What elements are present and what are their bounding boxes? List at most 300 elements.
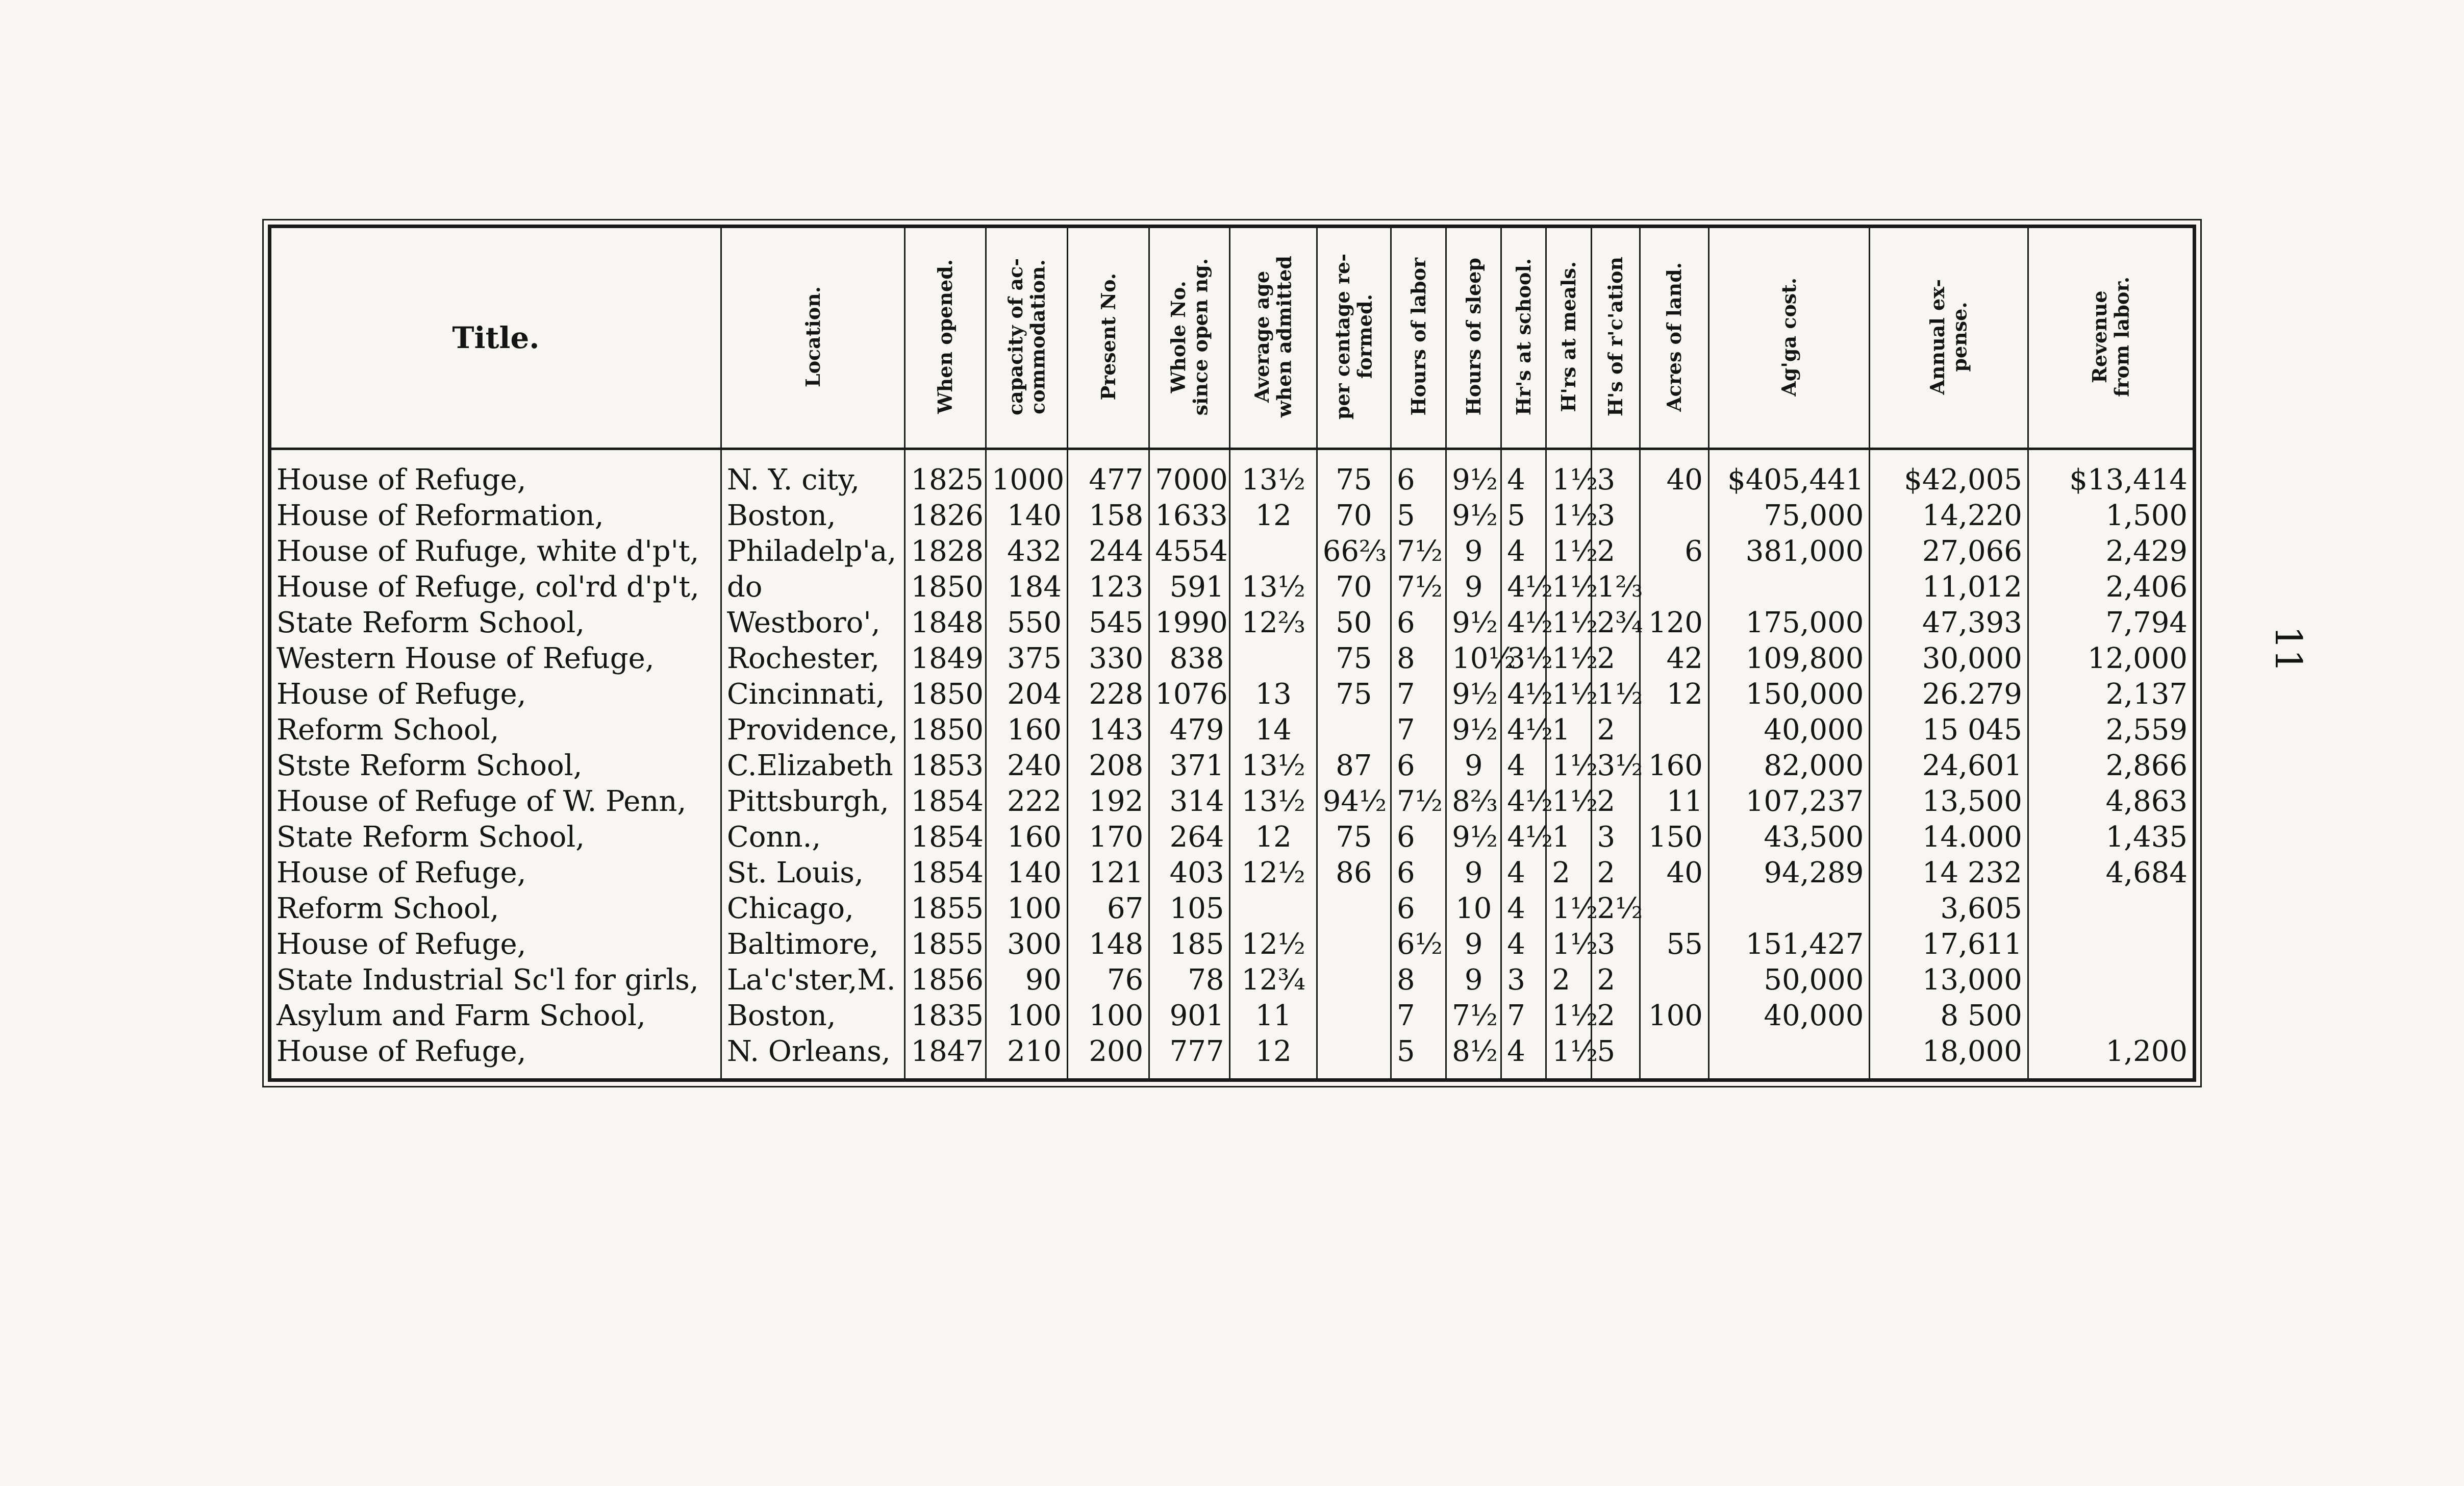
table-row — [271, 784, 2193, 820]
cell-hours-sleep: 9 — [1446, 569, 1501, 605]
cell-annual-expense: 8 500 — [1870, 998, 2028, 1034]
cell-capacity: 184 — [986, 569, 1067, 605]
cell-hours-school: 4½ — [1501, 784, 1546, 820]
cell-hours-meals: 1½ — [1546, 569, 1591, 605]
table-row — [271, 605, 2193, 641]
cell-present-number: 67 — [1067, 891, 1149, 927]
cell-aggregate-cost: 175,000 — [1708, 605, 1870, 641]
cell-location: N. Orleans, — [721, 1034, 905, 1070]
cell-whole-number: 901 — [1149, 998, 1230, 1034]
header-whole-number: Whole No. since open ng. — [1149, 228, 1230, 449]
cell-hours-meals: 1½ — [1546, 498, 1591, 534]
header-row — [271, 228, 2193, 449]
cell-whole-number: 777 — [1149, 1034, 1230, 1070]
table-row — [271, 449, 2193, 499]
cell-revenue-labor: 2,866 — [2105, 749, 2188, 782]
cell-hours-meals: 1½ — [1546, 641, 1591, 677]
cell-percentage-reformed — [1317, 927, 1391, 962]
cell-title: House of Refuge, — [271, 855, 721, 891]
statistics-table — [271, 228, 2193, 1078]
cell-when-opened: 1850 — [905, 712, 986, 748]
cell-whole-number: 371 — [1149, 748, 1230, 784]
cell-revenue-labor: 1,200 — [2105, 1035, 2188, 1068]
table-row — [271, 962, 2193, 998]
cell-percentage-reformed: 75 — [1317, 820, 1391, 855]
cell-present-number: 100 — [1067, 998, 1149, 1034]
cell-hours-recreation: 2 — [1591, 998, 1640, 1034]
cell-hours-sleep: 9½ — [1446, 677, 1501, 712]
cell-annual-expense: 26.279 — [1870, 677, 2028, 712]
cell-location: St. Louis, — [721, 855, 905, 891]
cell-hours-recreation: 3 — [1591, 449, 1640, 499]
cell-whole-number: 264 — [1149, 820, 1230, 855]
cell-capacity: 100 — [986, 998, 1067, 1034]
cell-hours-school: 4 — [1501, 855, 1546, 891]
cell-location: C.Elizabeth — [721, 748, 905, 784]
cell-annual-expense: 27,066 — [1870, 534, 2028, 569]
cell-location: Boston, — [721, 498, 905, 534]
cell-acres-land: 6 — [1640, 534, 1708, 569]
cell-hours-sleep: 9 — [1446, 855, 1501, 891]
cell-aggregate-cost: 82,000 — [1708, 748, 1870, 784]
cell-aggregate-cost: 43,500 — [1708, 820, 1870, 855]
cell-hours-sleep: 9 — [1446, 927, 1501, 962]
cell-title: Stste Reform School, — [271, 748, 721, 784]
cell-acres-land — [1640, 962, 1708, 998]
table-filler-row — [271, 1070, 2193, 1078]
cell-hours-meals: 1 — [1546, 820, 1591, 855]
cell-hours-school: 5 — [1501, 498, 1546, 534]
cell-title: House of Refuge, — [271, 927, 721, 962]
cell-annual-expense: $42,005 — [1870, 449, 2028, 499]
cell-average-age: 12 — [1230, 498, 1317, 534]
cell-whole-number: 185 — [1149, 927, 1230, 962]
cell-present-number: 170 — [1067, 820, 1149, 855]
cell-revenue-labor: 12,000 — [2088, 642, 2188, 675]
cell-whole-number: 1076 — [1149, 677, 1230, 712]
cell-title: State Industrial Sc'l for girls, — [271, 962, 721, 998]
table-row — [271, 498, 2193, 534]
cell-revenue-labor — [2028, 998, 2193, 1034]
cell-acres-land — [1640, 569, 1708, 605]
cell-hours-labor: 7 — [1391, 998, 1446, 1034]
cell-hours-meals: 1½ — [1546, 748, 1591, 784]
cell-when-opened: 1825 — [905, 449, 986, 499]
cell-hours-sleep: 9 — [1446, 962, 1501, 998]
cell-location: N. Y. city, — [721, 449, 905, 499]
cell-hours-labor: 6 — [1391, 820, 1446, 855]
cell-whole-number: 105 — [1149, 891, 1230, 927]
cell-percentage-reformed: 75 — [1317, 449, 1391, 499]
cell-when-opened: 1848 — [905, 605, 986, 641]
cell-acres-land: 11 — [1640, 784, 1708, 820]
cell-present-number: 158 — [1067, 498, 1149, 534]
cell-average-age: 12⅔ — [1230, 605, 1317, 641]
table-row — [271, 855, 2193, 891]
cell-percentage-reformed — [1317, 712, 1391, 748]
cell-present-number: 143 — [1067, 712, 1149, 748]
cell-acres-land: 40 — [1640, 855, 1708, 891]
cell-hours-labor: 6 — [1391, 855, 1446, 891]
cell-whole-number: 1990 — [1149, 605, 1230, 641]
cell-hours-recreation: 1⅔ — [1591, 569, 1640, 605]
cell-percentage-reformed: 94½ — [1317, 784, 1391, 820]
cell-hours-labor: 6 — [1391, 449, 1446, 499]
cell-hours-meals: 1½ — [1546, 927, 1591, 962]
cell-hours-school: 4 — [1501, 748, 1546, 784]
cell-title: Western House of Refuge, — [271, 641, 721, 677]
cell-whole-number: 479 — [1149, 712, 1230, 748]
cell-hours-labor: 7½ — [1391, 534, 1446, 569]
cell-revenue-labor — [2028, 927, 2193, 962]
cell-aggregate-cost — [1708, 891, 1870, 927]
cell-hours-meals: 1½ — [1546, 891, 1591, 927]
cell-hours-labor: 5 — [1391, 498, 1446, 534]
cell-hours-recreation: 2 — [1591, 784, 1640, 820]
cell-title: House of Refuge, — [271, 677, 721, 712]
cell-hours-school: 3½ — [1501, 641, 1546, 677]
cell-hours-recreation: 2½ — [1591, 891, 1640, 927]
cell-acres-land: 100 — [1640, 998, 1708, 1034]
cell-hours-school: 7 — [1501, 998, 1546, 1034]
cell-hours-recreation: 2 — [1591, 855, 1640, 891]
cell-hours-sleep: 9½ — [1446, 449, 1501, 499]
cell-annual-expense: 13,000 — [1870, 962, 2028, 998]
cell-annual-expense: 3,605 — [1870, 891, 2028, 927]
cell-aggregate-cost: 150,000 — [1708, 677, 1870, 712]
cell-location: Rochester, — [721, 641, 905, 677]
cell-present-number: 330 — [1067, 641, 1149, 677]
cell-hours-school: 4 — [1501, 927, 1546, 962]
page-number: 11 — [2267, 626, 2310, 673]
cell-present-number: 121 — [1067, 855, 1149, 891]
cell-acres-land — [1640, 891, 1708, 927]
cell-hours-labor: 5 — [1391, 1034, 1446, 1070]
cell-annual-expense: 24,601 — [1870, 748, 2028, 784]
cell-present-number: 244 — [1067, 534, 1149, 569]
cell-present-number: 76 — [1067, 962, 1149, 998]
cell-average-age — [1230, 534, 1317, 569]
cell-aggregate-cost — [1708, 1034, 1870, 1070]
cell-hours-recreation: 3 — [1591, 820, 1640, 855]
cell-hours-labor: 7½ — [1391, 784, 1446, 820]
header-aggregate-cost: Ag'ga cost. — [1708, 228, 1870, 449]
cell-whole-number: 1633 — [1149, 498, 1230, 534]
cell-revenue-labor: $13,414 — [2069, 463, 2188, 497]
cell-location: Conn., — [721, 820, 905, 855]
cell-aggregate-cost: 94,289 — [1708, 855, 1870, 891]
header-hours-meals: H'rs at meals. — [1546, 228, 1591, 449]
cell-percentage-reformed: 75 — [1317, 677, 1391, 712]
cell-capacity: 550 — [986, 605, 1067, 641]
table-row — [271, 1034, 2193, 1070]
cell-hours-recreation: 2¾ — [1591, 605, 1640, 641]
cell-location: Providence, — [721, 712, 905, 748]
cell-when-opened: 1847 — [905, 1034, 986, 1070]
cell-when-opened: 1854 — [905, 855, 986, 891]
cell-title: House of Refuge, — [271, 1034, 721, 1070]
cell-annual-expense: 15 045 — [1870, 712, 2028, 748]
cell-hours-recreation: 1½ — [1591, 677, 1640, 712]
header-average-age: Average age when admitted — [1230, 228, 1317, 449]
cell-revenue-labor: 4,684 — [2105, 856, 2188, 889]
cell-hours-labor: 7 — [1391, 677, 1446, 712]
cell-hours-meals: 1½ — [1546, 677, 1591, 712]
header-acres-land: Acres of land. — [1640, 228, 1708, 449]
cell-present-number: 148 — [1067, 927, 1149, 962]
header-hours-sleep: Hours of sleep — [1446, 228, 1501, 449]
cell-hours-recreation: 3½ — [1591, 748, 1640, 784]
cell-hours-school: 4½ — [1501, 712, 1546, 748]
cell-whole-number: 403 — [1149, 855, 1230, 891]
table-row — [271, 534, 2193, 569]
cell-acres-land — [1640, 498, 1708, 534]
cell-average-age — [1230, 891, 1317, 927]
cell-average-age — [1230, 641, 1317, 677]
cell-capacity: 240 — [986, 748, 1067, 784]
cell-revenue-labor: 4,863 — [2105, 785, 2188, 818]
cell-capacity: 432 — [986, 534, 1067, 569]
cell-revenue-labor — [2028, 962, 2193, 998]
cell-percentage-reformed: 86 — [1317, 855, 1391, 891]
cell-average-age: 13½ — [1230, 748, 1317, 784]
table-row — [271, 998, 2193, 1034]
cell-average-age: 13½ — [1230, 784, 1317, 820]
cell-aggregate-cost: 109,800 — [1708, 641, 1870, 677]
cell-when-opened: 1826 — [905, 498, 986, 534]
cell-whole-number: 4554 — [1149, 534, 1230, 569]
cell-percentage-reformed — [1317, 1034, 1391, 1070]
cell-hours-sleep: 9 — [1446, 534, 1501, 569]
cell-hours-meals: 1½ — [1546, 449, 1591, 499]
cell-title: State Reform School, — [271, 820, 721, 855]
cell-hours-meals: 1½ — [1546, 534, 1591, 569]
cell-hours-meals: 1 — [1546, 712, 1591, 748]
cell-annual-expense: 13,500 — [1870, 784, 2028, 820]
cell-aggregate-cost: 381,000 — [1708, 534, 1870, 569]
cell-percentage-reformed: 50 — [1317, 605, 1391, 641]
cell-percentage-reformed: 87 — [1317, 748, 1391, 784]
header-percentage-reformed: per centage re- formed. — [1317, 228, 1391, 449]
cell-when-opened: 1828 — [905, 534, 986, 569]
cell-hours-sleep: 8½ — [1446, 1034, 1501, 1070]
cell-title: Asylum and Farm School, — [271, 998, 721, 1034]
cell-revenue-labor: 7,794 — [2105, 606, 2188, 639]
cell-hours-recreation: 3 — [1591, 498, 1640, 534]
cell-hours-sleep: 9½ — [1446, 712, 1501, 748]
cell-hours-labor: 7½ — [1391, 569, 1446, 605]
cell-hours-labor: 6½ — [1391, 927, 1446, 962]
cell-percentage-reformed: 75 — [1317, 641, 1391, 677]
header-hours-recreation: H's of r'c'ation — [1591, 228, 1640, 449]
cell-average-age: 13½ — [1230, 449, 1317, 499]
cell-hours-school: 4 — [1501, 449, 1546, 499]
cell-hours-meals: 1½ — [1546, 1034, 1591, 1070]
cell-location: Philadelp'a, — [721, 534, 905, 569]
cell-percentage-reformed — [1317, 891, 1391, 927]
cell-capacity: 1000 — [986, 449, 1067, 499]
reform-institutions-table — [268, 225, 2196, 1082]
table-row — [271, 891, 2193, 927]
cell-average-age: 12¾ — [1230, 962, 1317, 998]
cell-hours-sleep: 9½ — [1446, 820, 1501, 855]
cell-hours-school: 4½ — [1501, 677, 1546, 712]
table-row — [271, 927, 2193, 962]
cell-hours-sleep: 9 — [1446, 748, 1501, 784]
cell-present-number: 228 — [1067, 677, 1149, 712]
cell-acres-land: 42 — [1640, 641, 1708, 677]
cell-revenue-labor: 1,435 — [2105, 821, 2188, 854]
cell-title: Reform School, — [271, 891, 721, 927]
cell-annual-expense: 14,220 — [1870, 498, 2028, 534]
cell-revenue-labor — [2028, 891, 2193, 927]
header-title: Title. — [271, 228, 721, 449]
cell-hours-recreation: 2 — [1591, 641, 1640, 677]
cell-hours-labor: 8 — [1391, 962, 1446, 998]
cell-annual-expense: 14 232 — [1870, 855, 2028, 891]
cell-hours-school: 4½ — [1501, 820, 1546, 855]
cell-average-age: 12 — [1230, 1034, 1317, 1070]
cell-hours-meals: 1½ — [1546, 605, 1591, 641]
cell-annual-expense: 17,611 — [1870, 927, 2028, 962]
cell-present-number: 545 — [1067, 605, 1149, 641]
cell-acres-land: 55 — [1640, 927, 1708, 962]
cell-whole-number: 591 — [1149, 569, 1230, 605]
cell-location: do — [721, 569, 905, 605]
cell-capacity: 90 — [986, 962, 1067, 998]
cell-capacity: 210 — [986, 1034, 1067, 1070]
cell-when-opened: 1854 — [905, 784, 986, 820]
header-capacity: capacity of ac- commodation. — [986, 228, 1067, 449]
cell-whole-number: 314 — [1149, 784, 1230, 820]
table-row — [271, 569, 2193, 605]
header-annual-expense: Annual ex- pense. — [1870, 228, 2028, 449]
cell-hours-labor: 7 — [1391, 712, 1446, 748]
cell-when-opened: 1853 — [905, 748, 986, 784]
cell-whole-number: 78 — [1149, 962, 1230, 998]
cell-hours-sleep: 10 — [1446, 891, 1501, 927]
cell-percentage-reformed — [1317, 998, 1391, 1034]
cell-title: House of Refuge of W. Penn, — [271, 784, 721, 820]
cell-capacity: 204 — [986, 677, 1067, 712]
cell-capacity: 160 — [986, 820, 1067, 855]
cell-location: Baltimore, — [721, 927, 905, 962]
cell-location: La'c'ster,M. — [721, 962, 905, 998]
table-row — [271, 820, 2193, 855]
cell-capacity: 160 — [986, 712, 1067, 748]
cell-revenue-labor: 2,406 — [2105, 571, 2188, 604]
cell-title: House of Refuge, col'rd d'p't, — [271, 569, 721, 605]
header-present-number: Present No. — [1067, 228, 1149, 449]
cell-present-number: 192 — [1067, 784, 1149, 820]
cell-hours-meals: 1½ — [1546, 784, 1591, 820]
cell-annual-expense: 11,012 — [1870, 569, 2028, 605]
cell-hours-sleep: 8⅔ — [1446, 784, 1501, 820]
cell-when-opened: 1850 — [905, 569, 986, 605]
cell-acres-land: 160 — [1640, 748, 1708, 784]
cell-percentage-reformed: 70 — [1317, 498, 1391, 534]
header-when-opened: When opened. — [905, 228, 986, 449]
cell-acres-land: 120 — [1640, 605, 1708, 641]
cell-whole-number: 7000 — [1149, 449, 1230, 499]
cell-acres-land: 150 — [1640, 820, 1708, 855]
cell-aggregate-cost: 151,427 — [1708, 927, 1870, 962]
cell-percentage-reformed: 66⅔ — [1317, 534, 1391, 569]
cell-hours-sleep: 9½ — [1446, 498, 1501, 534]
cell-capacity: 100 — [986, 891, 1067, 927]
cell-aggregate-cost — [1708, 569, 1870, 605]
cell-hours-recreation: 2 — [1591, 534, 1640, 569]
cell-hours-sleep: 7½ — [1446, 998, 1501, 1034]
cell-annual-expense: 47,393 — [1870, 605, 2028, 641]
cell-percentage-reformed: 70 — [1317, 569, 1391, 605]
cell-hours-school: 4 — [1501, 891, 1546, 927]
cell-revenue-labor: 2,559 — [2105, 713, 2188, 747]
cell-revenue-labor: 2,429 — [2105, 535, 2188, 568]
cell-when-opened: 1855 — [905, 891, 986, 927]
cell-present-number: 477 — [1067, 449, 1149, 499]
cell-revenue-labor: 2,137 — [2105, 678, 2188, 711]
cell-hours-recreation: 2 — [1591, 712, 1640, 748]
cell-aggregate-cost: 40,000 — [1708, 998, 1870, 1034]
cell-title: House of Refuge, — [271, 449, 721, 499]
cell-acres-land — [1640, 1034, 1708, 1070]
cell-capacity: 300 — [986, 927, 1067, 962]
cell-acres-land: 12 — [1640, 677, 1708, 712]
cell-title: House of Rufuge, white d'p't, — [271, 534, 721, 569]
header-revenue-labor: Revenue from labor. — [2028, 228, 2193, 449]
cell-hours-school: 4½ — [1501, 605, 1546, 641]
cell-annual-expense: 30,000 — [1870, 641, 2028, 677]
cell-average-age: 13 — [1230, 677, 1317, 712]
cell-percentage-reformed — [1317, 962, 1391, 998]
cell-hours-recreation: 5 — [1591, 1034, 1640, 1070]
cell-hours-school: 3 — [1501, 962, 1546, 998]
cell-when-opened: 1835 — [905, 998, 986, 1034]
cell-location: Boston, — [721, 998, 905, 1034]
cell-when-opened: 1854 — [905, 820, 986, 855]
cell-annual-expense: 14.000 — [1870, 820, 2028, 855]
header-location: Location. — [721, 228, 905, 449]
cell-aggregate-cost: 50,000 — [1708, 962, 1870, 998]
cell-hours-meals: 2 — [1546, 855, 1591, 891]
cell-location: Chicago, — [721, 891, 905, 927]
cell-acres-land — [1640, 712, 1708, 748]
cell-hours-school: 4 — [1501, 1034, 1546, 1070]
cell-hours-meals: 1½ — [1546, 998, 1591, 1034]
cell-hours-recreation: 3 — [1591, 927, 1640, 962]
table-row — [271, 712, 2193, 748]
header-hours-school: Hr's at school. — [1501, 228, 1546, 449]
cell-revenue-labor: 1,500 — [2105, 499, 2188, 532]
cell-title: House of Reformation, — [271, 498, 721, 534]
cell-capacity: 375 — [986, 641, 1067, 677]
cell-hours-labor: 6 — [1391, 605, 1446, 641]
cell-capacity: 222 — [986, 784, 1067, 820]
table-row — [271, 677, 2193, 712]
cell-hours-recreation: 2 — [1591, 962, 1640, 998]
cell-hours-labor: 6 — [1391, 891, 1446, 927]
cell-when-opened: 1850 — [905, 677, 986, 712]
cell-hours-sleep: 9½ — [1446, 605, 1501, 641]
cell-hours-meals: 2 — [1546, 962, 1591, 998]
cell-when-opened: 1849 — [905, 641, 986, 677]
cell-whole-number: 838 — [1149, 641, 1230, 677]
cell-capacity: 140 — [986, 855, 1067, 891]
cell-when-opened: 1856 — [905, 962, 986, 998]
cell-hours-sleep: 10½ — [1446, 641, 1501, 677]
cell-hours-labor: 6 — [1391, 748, 1446, 784]
